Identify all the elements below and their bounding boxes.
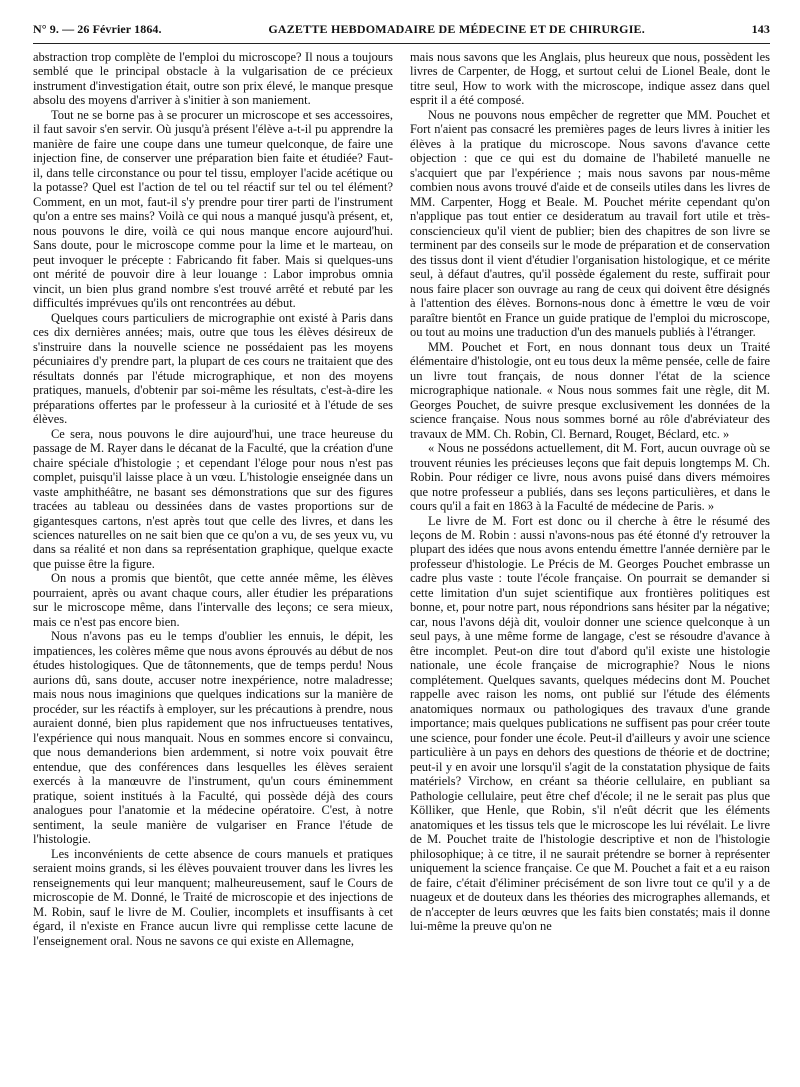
page-number: 143 [751, 22, 770, 36]
paragraph: MM. Pouchet et Fort, en nous donnant tous deux un Traité élémentaire d'histologie, ont eu tous deux la même pensée, celle de faire un livre tout français, de nous donner l'état de la science micrographique nationale. « Nous nous sommes fait une règle, dit M. Georges Pouchet, de suivre presque exclusivement les données de la science française. Nous nous sommes borné au rôle d'abréviateur des travaux de MM. Ch. Robin, Cl. Bernard, Rouget, Béclard, etc. » [410, 339, 770, 441]
paragraph: « Nous ne possédons actuellement, dit M. Fort, aucun ouvrage où se trouvent réunies les précieuses leçons que fait depuis longtemps M. Ch. Robin. Pour rédiger ce livre, nous avons puisé dans divers mémoires que notre professeur a publiés, dans ses leçons particulières, et dans le cours qu'il a fait en 1863 à la Faculté de médecine de Paris. » [410, 441, 770, 514]
running-header [33, 22, 770, 44]
paragraph: mais nous savons que les Anglais, plus heureux que nous, possèdent les livres de Carpenter, de Hogg, et surtout celui de Lionel Beale, dont le titre seul, How to work with the microscope, indique assez dans quel esprit il a été composé. [410, 50, 770, 108]
issue-date: N° 9. — 26 Février 1864. [33, 22, 162, 36]
left-column [33, 50, 393, 1080]
paragraph: Les inconvénients de cette absence de cours manuels et pratiques seraient moins grands, si les élèves pouvaient trouver dans les livres les renseignements qui leur manquent; malheureusement, sauf le Cours de microscopie de M. Donné, le Traité de microscopie et des injections de M. Robin, sauf le livre de M. Coulier, incomplets et insuffisants à cet égard, il n'existe en France aucun livre qui remplisse cette lacune de l'enseignement oral. Nous ne savons ce qui existe en Allemagne, [33, 846, 393, 948]
journal-title: GAZETTE HEBDOMADAIRE DE MÉDECINE ET DE CHIRURGIE. [268, 22, 645, 36]
paragraph: Nous n'avons pas eu le temps d'oublier les ennuis, le dépit, les impatiences, les colères même que nous avons éprouvés au début de nos études histologiques. Que de tâtonnements, que de temps perdu! Nous aurions dû, sans doute, accuser notre inexpérience, notre maladresse; mais nous nous imaginions que quelques indications sur la manière de procéder, sur les réactifs à employer, sur les précautions à prendre, nous auraient donné, bien plus rapidement que nos infructueuses tentatives, l'expérience qui nous manquait. Nous en sommes encore si convaincu, que nous demanderions bien ardemment, si notre voix pouvait être entendue, que des conférences dans lesquelles les élèves seraient exercés à la manœuvre de l'instrument, qu'un cours éminemment pratique, soient institués à la Faculté, qui possède déjà des cours analogues pour l'anatomie et la médecine opératoire. C'est, à notre sentiment, la seule manière de vulgariser en France l'étude de l'histologie. [33, 629, 393, 847]
right-column [410, 50, 770, 1080]
paragraph: Le livre de M. Fort est donc ou il cherche à être le résumé des leçons de M. Robin : aussi n'avons-nous pas été étonné d'y retrouver la plupart des idées que nous avons entendu émettre l'année dernière par le professeur d'histologie. Le Précis de M. Georges Pouchet embrasse un cadre plus vaste : toute l'école française. On pourrait se demander si cette limitation d'un sujet scientifique aux frontières politiques est bonne, et, pour notre part, nous répondrions sans hésiter par la négative; car, nous l'avons déjà dit, vouloir donner une science quelconque à un seul pays, à une même forme de langage, c'est se résoudre d'avance à être incomplet. Peut-on dire tout d'abord qu'il existe une histologie nationale, une école française de micrographie? Nous le nions complétement. Quelques savants, quelques médecins dont M. Pouchet rappelle avec raison les noms, ont publié sur l'étude des éléments anatomiques normaux ou pathologiques des travaux d'une grande importance; mais quelques publications ne suffisent pas pour créer toute une science, pour fonder une école. Peut-il d'ailleurs y avoir une science particulière à un pays en dehors des questions de théorie et de doctrine; peut-il y en avoir une lorsqu'il s'agit de la constatation physique de faits matériels? Virchow, en créant sa théorie cellulaire, en publiant sa Pathologie cellulaire, peut être chef d'école; il ne le serait pas plus que Kölliker, que Henle, que Robin, s'il n'eût décrit que les éléments anatomiques et les tissus tels que le microscope les lui révélait. Le livre de M. Pouchet traite de l'histologie descriptive et non de l'histologie philosophique; à ce titre, il ne saurait prétendre se borner à représenter uniquement la science française. Ce que M. Pouchet a fait et a eu raison de faire, c'était d'éliminer précisément de son livre tout ce qu'il y a de nuageux et de douteux dans les théories des micrographes allemands, et de n'accepter de leurs œuvres que les faits bien constatés; mais il donne lui-même la preuve qu'on ne [410, 513, 770, 934]
paragraph: Nous ne pouvons nous empêcher de regretter que MM. Pouchet et Fort n'aient pas consacré les premières pages de leurs livres à initier les élèves à la pratique du microscope. Nous savons d'avance cette objection : que ce qui est du domaine de l'habileté manuelle ne s'acquiert que par l'expérience ; mais nous savons par nous-même combien nous avons trouvé d'aide et de conseils utiles dans les livres de MM. Carpenter, Hogg et Beale. M. Pouchet mérite cependant qu'on n'applique pas tout entier ce desideratum au travail fort utile et très-consciencieux qu'il vient de publier; bien des chapitres de son livre se terminent par des conseils sur le mode de préparation et de conservation des tissus dont il vient d'étudier l'organisation histologique, et ce mérite seul, à défaut d'autres, qu'il possède également du reste, suffirait pour nous faire placer son ouvrage au rang de ceux qui doivent être désignés à l'attention des élèves. Bornons-nous donc à émettre le vœu de voir paraître bientôt en France un guide pratique de l'emploi du microscope, ou tout au moins une traduction d'un des manuels publiés à l'étranger. [410, 107, 770, 340]
text-columns [33, 50, 770, 1080]
paragraph: On nous a promis que bientôt, que cette année même, les élèves pourraient, après ou avant chaque cours, aller étudier les préparations sur le microscope même, dans l'intervalle des leçons; ce sera mieux, mais ce n'est pas encore bien. [33, 571, 393, 629]
paragraph: Ce sera, nous pouvons le dire aujourd'hui, une trace heureuse du passage de M. Rayer dans le décanat de la Faculté, que la création d'une chaire spéciale d'histologie ; et cependant l'éloge pour nous n'est pas complet, puisqu'il laisse place à un vœu. L'histologie enseignée dans un vaste amphithéâtre, ne basant ses démonstrations que sur des figures tracées au tableau ou dessinées dans de vastes proportions sur de gigantesques cartons, n'est après tout que celle des livres, et dans les sciences naturelles on ne sait bien que ce qu'on a vu, de ses yeux vu, vu dans sa réalité et non dans sa représentation graphique, quelque exacte que puisse être la figure. [33, 426, 393, 571]
paragraph: Quelques cours particuliers de micrographie ont existé à Paris dans ces dix dernières années; mais, outre que tous les élèves désireux de s'instruire dans la nouvelle science ne possédaient pas les moyens pécuniaires d'y prendre part, la plupart de ces cours ne traitaient que des résultats donnés par l'étude micrographique, et non des moyens pratiques, manuels, d'obtenir par soi-même les résultats, c'est-à-dire les préparations offertes par le professeur à la curiosité et à l'étude de ses élèves. [33, 310, 393, 427]
paragraph: abstraction trop complète de l'emploi du microscope? Il nous a toujours semblé que le principal obstacle à la vulgarisation de ce précieux instrument d'investigation était, outre son prix élevé, le manque presque absolu des moyens d'arriver à s'initier à son maniement. [33, 50, 393, 108]
paragraph: Tout ne se borne pas à se procurer un microscope et ses accessoires, il faut savoir s'en servir. Où jusqu'à présent l'élève a-t-il pu apprendre la manière de faire une coupe dans une tumeur quelconque, de faire une injection fine, de conserver une préparation bien faite et étudiée? Faut-il, dans telle circonstance ou pour tel tissu, employer l'acide acétique ou la potasse? Quel est l'action de tel ou tel réactif sur tel ou tel élément? Comment, en un mot, faut-il s'y prendre pour tirer parti de l'instrument qu'on a entre ses mains? Voilà ce qui nous a manqué jusqu'à présent, et, nous pouvons le dire, voilà ce qui nous manque encore aujourd'hui. Sans doute, pour le microscope comme pour la lime et le marteau, on peut invoquer le précepte : Fabricando fit faber. Mais si quelques-uns ont mérité de pouvoir dire à leur louange : Labor improbus omnia vincit, un bien plus grand nombre s'est trouvé arrêté et rebuté par les difficultés imprévues qu'ils ont rencontrées au début. [33, 107, 393, 311]
